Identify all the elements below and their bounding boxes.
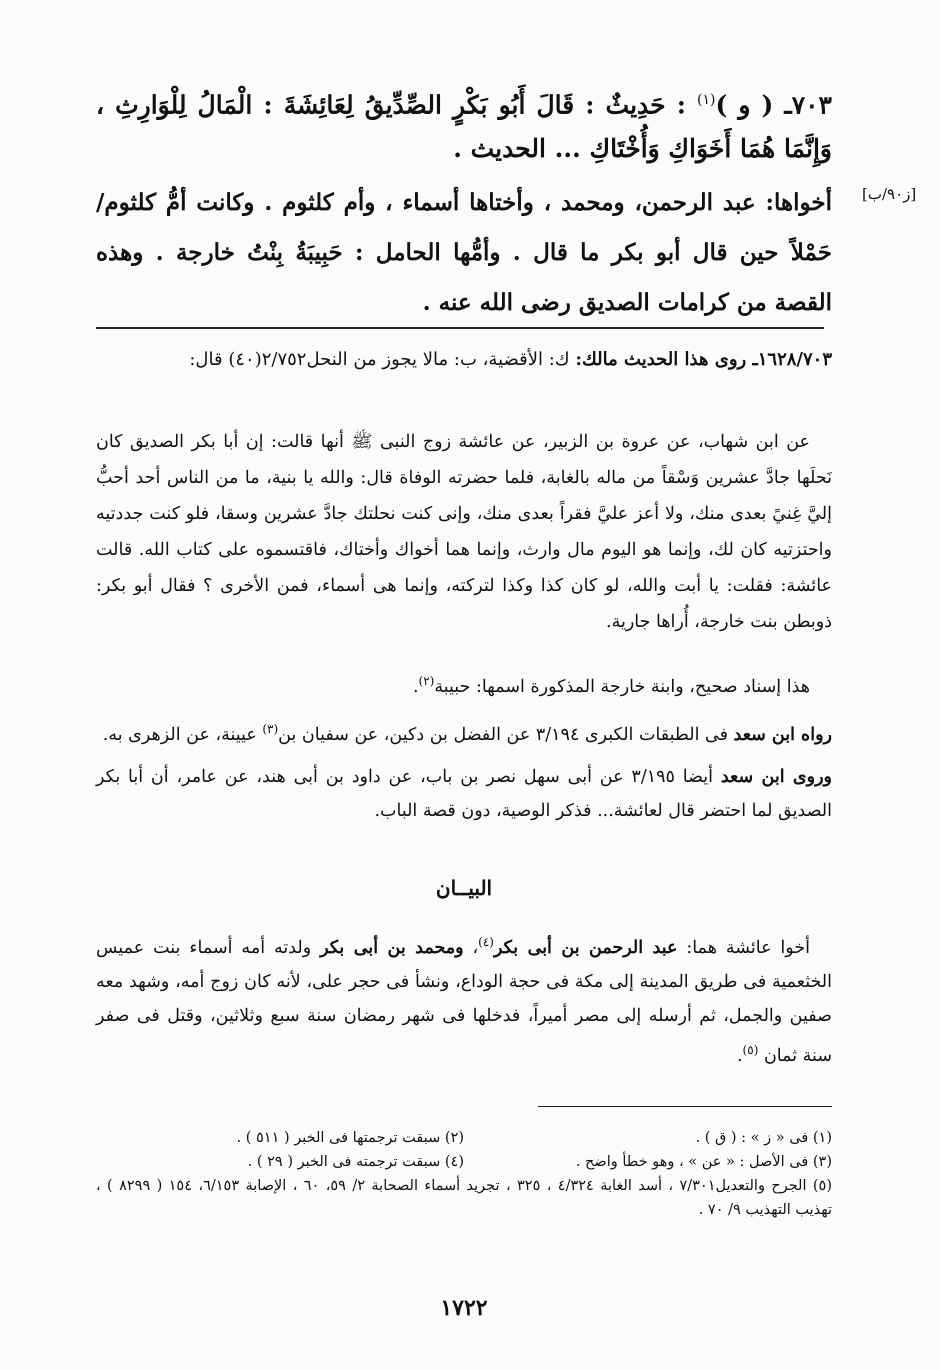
takhrij-heading [96,346,832,374]
footnote-ref: (١) [696,92,716,108]
ibn-saad-text: عيينة، عن الزهرى به. [102,724,263,745]
ibn-saad-note-1 [96,712,832,752]
bayan-heading: البيــان [435,876,493,900]
bayan-block [96,925,832,1073]
takhrij-source: ك: الأقضية، ب: مالا يجوز من النحل٢/٧٥٢(٤٠) قال: [189,349,576,370]
sahih-note: هذا إسناد صحيح، وابنة خارجة المذكورة اسمها: حبيبة$^{(٢)}$. [412,674,810,697]
footnotes [96,1126,832,1222]
hadith-body: : حَدِيثٌ : قَالَ أَبُو بَكْرٍ الصِّدِّيقُ لِعَائِشَةَ : الْمَالُ لِلْوَارِثِ ، وَإِنَّمَا هُمَا أَخَوَاكِ وَأُخْتَاكِ ... الحديث . [96,90,832,164]
ibn-saad-text: أيضا ٣/١٩٥ عن أبى سهل نصر بن باب، عن داود بن أبى هند، عن عامر، أن أبا بكر الصديق لما احتضر قال لعائشة... فذكر الوصية، دون قصة الباب. [96,766,832,821]
isnad-block [96,424,832,640]
footnote-ref: (٥) [742,1042,759,1057]
ibn-saad-bold: رواه ابن سعد [733,724,832,745]
ibn-saad-note-2 [96,760,832,828]
sahih-text: هذا إسناد صحيح، وابنة خارجة المذكورة اسمها: حبيبة [434,676,810,697]
footnote-5: (٥) الجرح والتعديل٧/٣٠١ ، أسد الغابة ٤/٣٢٤ ، ٣٢٥ ، تجريد أسماء الصحابة ٢/ ٥٩، ٦٠ ، الإصابة ٦/١٥٣، ١٥٤ ( ٨٢٩٩ ) ، تهذيب التهذيب ٩/ ٧٠ . [96,1178,832,1218]
footnote-row [96,1126,832,1150]
hadith-text [96,78,832,171]
footnote-ref: (٢) [418,674,435,688]
bayan-part: ، [463,937,479,958]
footnote-4: (٤) سبقت ترجمته فى الخبر ( ٢٩ ) . [247,1154,464,1170]
hadith-lead: ـ ( و ) [715,90,792,120]
bayan-text [96,925,832,1073]
takhrij-ref: ١٦٢٨/٧٠٣ [757,349,832,370]
isnad-text: عن ابن شهاب، عن عروة بن الزبير، عن عائشة زوج النبى ﷺ أنها قالت: إن أبا بكر الصديق كان نَحلَها جادَّ عشرين وَسْقاً من ماله بالغابة، فلما حضرته الوفاة قال: والله يا بنية، ما من الناس أحد أحبُّ إليَّ غِنيً بعدى منك، ولا أعز عليَّ فقراً بعدى منك، وإنى كنت نحلتك جادَّ عشرين وسقا، فلو كنت جددتيه واحتزتيه كان لك، وإنما هو اليوم مال وارث، وإنما هما أخواك وأختاك، فاقتسموه على كتاب الله. قالت عائشة: فقلت: يا أبت والله، لو كان كذا وكذا لتركته، وإنما هى أسماء، فمن الأخرى ؟ فقال أبو بكر: ذوبطن بنت خارجة، أُراها جارية. [96,432,832,632]
bayan-name: ومحمد بن أبى بكر [320,937,464,958]
manuscript-marker: [ز٩٠/ب] [862,185,917,203]
bayan-name: عبد الرحمن بن أبى بكر [493,937,678,958]
footnote-divider [538,1106,832,1107]
bayan-part: أخوا عائشة هما: [677,937,811,958]
notes-block [96,664,832,836]
footnote-row [96,1150,832,1174]
footnote-ref: (٤) [478,935,494,949]
footnote-ref: (٣) [262,721,279,736]
explanation-text: أخواها: عبد الرحمن، ومحمد ، وأختاها أسماء ، وأم كلثوم . وكانت أمُّ كلثوم/ حَمْلاً حين قال أبو بكر ما قال . وأمُّها الحامل : حَبِيبَةُ بِنْتُ خارجة . وهذه القصة من كرامات الصديق رضى الله عنه . [96,189,832,316]
footnote-2: (٢) سبقت ترجمتها فى الخبر ( ٥١١ ) . [236,1130,464,1146]
footnote-3: (٣) فى الأصل : « عن » ، وهو خطأ واضح . [575,1154,832,1170]
hadith-number: ٧٠٣ [791,90,832,120]
bayan-part: ولدته أمه أسماء بنت عميس الخثعمية فى طريق المدينة إلى مكة فى حجة الوداع، ونشأ فى حجر على، لأنه كان زوج أمه، وشهد معه صفين والجمل، ثم أرسله إلى مصر أميراً، فدخلها فى شهر رمضان سنة سبع وثلاثين، وقتل فى صفر سنة ثمان [96,937,832,1066]
divider [96,327,824,329]
footnote-1: (١) فى « ز » : ( ق ) . [695,1130,832,1146]
ibn-saad-bold: وروى ابن سعد [720,766,832,787]
ibn-saad-text: فى الطبقات الكبرى ٣/١٩٤ عن الفضل بن دكين، عن سفيان بن [278,724,734,745]
bayan-part: . [736,1045,743,1066]
takhrij-title: ـ روى هذا الحديث مالك: [575,349,758,370]
page-number: ١٧٢٢ [440,1295,488,1321]
